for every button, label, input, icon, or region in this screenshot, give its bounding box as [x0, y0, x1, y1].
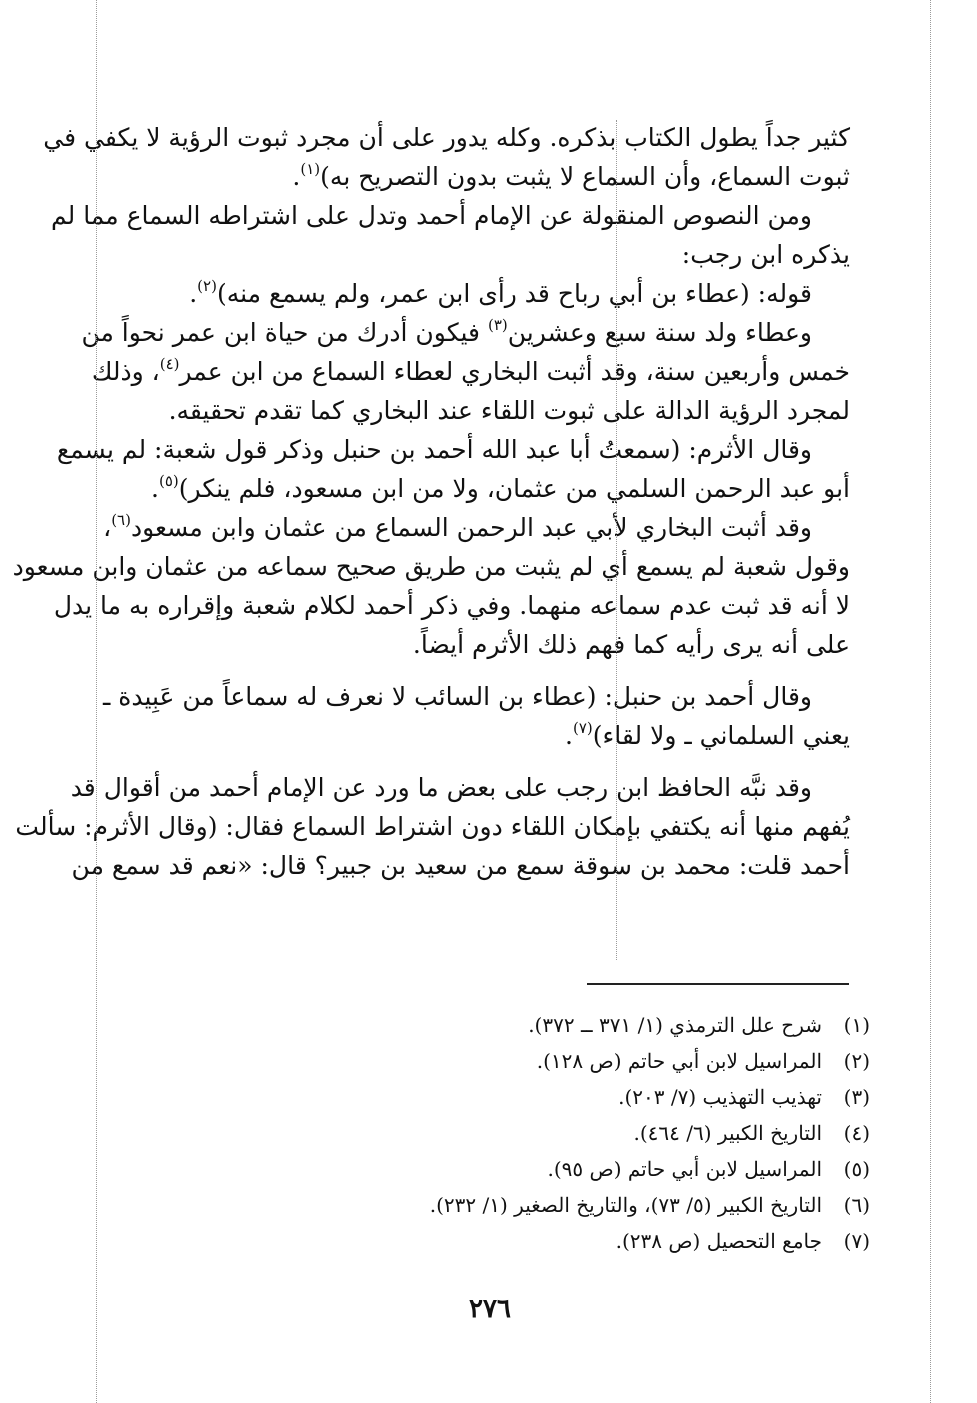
body-line-text: أبو عبد الرحمن السلمي من عثمان، ولا من ابن مسعود، فلم ينكر) [178, 474, 850, 503]
scan-artifact-right [930, 0, 931, 1403]
footnote-separator [587, 983, 849, 985]
body-line [56, 430, 850, 469]
body-line [104, 274, 850, 313]
body-line [12, 547, 850, 586]
body-line-text: أحمد قلت: محمد بن سوقة سمع من سعيد بن جبير؟ قال: «نعم قد سمع من [71, 851, 850, 880]
body-line-text: وقد أثبت البخاري لأبي عبد الرحمن السماع من عثمان وابن مسعود [130, 513, 812, 542]
body-line-text: وقال الأثرم: (سمعتُ أبا عبد الله أحمد بن حنبل وذكر قول شعبة: لم يسمع [56, 435, 812, 464]
footnote-item [300, 1079, 870, 1115]
body-line [70, 768, 850, 807]
body-line [51, 196, 850, 235]
body-line [71, 846, 850, 885]
body-line-tail: . [292, 162, 301, 191]
footnote-ref: (٦) [111, 511, 131, 529]
footnote-item [300, 1115, 870, 1151]
body-line [104, 391, 850, 430]
footnote-text: شرح علل الترمذي (١/ ٣٧١ ــ ٣٧٢). [528, 1013, 822, 1037]
footnote-number: (١) [843, 1013, 870, 1037]
body-line-text: كثير جداً يطول الكتاب بذكره. وكله يدور على أن مجرد ثبوت الرؤية لا يكفي في [43, 123, 850, 152]
scan-artifact-left [96, 0, 97, 1403]
body-line-text: وعطاء ولد سنة سبع وعشرين [507, 318, 812, 347]
body-line-tail: . [189, 279, 198, 308]
footnote-ref: (٧) [572, 719, 593, 737]
body-line [104, 716, 850, 755]
body-line [104, 157, 850, 196]
footnote-ref: (٥) [159, 472, 179, 490]
footnote-text: تهذيب التهذيب (٧/ ٢٠٣). [618, 1085, 822, 1109]
footnote-ref: (٢) [197, 277, 217, 295]
footnote-number: (٥) [843, 1157, 870, 1181]
footnote-text: جامع التحصيل (ص ٢٣٨). [615, 1229, 822, 1253]
body-line-text: قوله: (عطاء بن أبي رباح قد رأى ابن عمر، ولم يسمع منه) [216, 279, 812, 308]
body-line-text: خمس وأربعين سنة، وقد أثبت البخاري لعطاء السماع من ابن عمر [179, 357, 850, 386]
body-line [104, 677, 850, 716]
page-number: ٢٧٦ [469, 1294, 511, 1324]
footnote-number: (٦) [843, 1193, 870, 1217]
footnote-item [300, 1223, 870, 1259]
body-line [81, 313, 850, 352]
body-text [12, 118, 850, 885]
footnote-number: (٣) [843, 1085, 870, 1109]
footnote-item [300, 1151, 870, 1187]
body-line [104, 625, 850, 664]
body-line-tail: . [151, 474, 159, 503]
footnote-text: المراسيل لابن أبي حاتم (ص ١٢٨). [536, 1049, 822, 1073]
body-line [53, 586, 850, 625]
footnote-ref: (١) [300, 160, 321, 178]
paragraph-gap [104, 664, 850, 677]
body-line [104, 235, 850, 274]
footnote-number: (٢) [843, 1049, 870, 1073]
footnote-number: (٤) [843, 1121, 870, 1145]
body-line [91, 352, 850, 391]
body-line-tail: ، وذلك [91, 357, 160, 386]
body-line-text: ومن النصوص المنقولة عن الإمام أحمد وتدل على اشتراطه السماع مما لم [51, 201, 812, 230]
body-line-text: لمجرد الرؤية الدالة على ثبوت اللقاء عند البخاري كما تقدم تحقيقه. [168, 396, 850, 425]
body-line-text: لا أنه قد ثبت عدم سماعه منهما. وفي ذكر أحمد لكلام شعبة وإقراره به ما يدل [53, 591, 850, 620]
body-line-tail: فيكون أدرك من حياة ابن عمر نحواً من [81, 318, 488, 347]
footnote-ref: (٤) [159, 355, 180, 373]
body-line [15, 807, 850, 846]
paragraph-gap [104, 755, 850, 768]
body-line-text: يُفهم منها أنه يكتفي بإمكان اللقاء دون اشتراط السماع فقال: (وقال الأثرم: سألت [15, 812, 850, 841]
body-line-text: وقد نبَّه الحافظ ابن رجب على بعض ما ورد عن الإمام أحمد من أقوال قد [70, 773, 812, 802]
body-line-text: ثبوت السماع، وأن السماع لا يثبت بدون التصريح به) [320, 162, 850, 191]
footnote-number: (٧) [843, 1229, 870, 1253]
body-line-text: وقول شعبة لم يسمع أي لم يثبت من طريق صحيح سماعه من عثمان وابن مسعود [12, 552, 850, 581]
footnote-text: المراسيل لابن أبي حاتم (ص ٩٥). [547, 1157, 822, 1181]
body-line-text: يذكره ابن رجب: [681, 240, 850, 269]
body-line-text: يعني السلماني ـ ولا لقاء) [592, 721, 850, 750]
body-line-tail: ، [103, 513, 112, 542]
body-line-text: على أنه يرى رأيه كما فهم ذلك الأثرم أيضاً. [412, 630, 850, 659]
body-line [104, 508, 850, 547]
footnote-item [300, 1187, 870, 1223]
scan-artifact-center [616, 120, 617, 960]
body-line [43, 118, 850, 157]
footnote-text: التاريخ الكبير (٦/ ٤٦٤). [633, 1121, 822, 1145]
footnote-text: التاريخ الكبير (٥/ ٧٣)، والتاريخ الصغير (١/ ٢٣٢). [429, 1193, 822, 1217]
footnote-item [300, 1043, 870, 1079]
footnote-item [300, 1007, 870, 1043]
body-line [104, 469, 850, 508]
footnote-ref: (٣) [487, 316, 508, 334]
footnotes [300, 1007, 870, 1259]
body-line-tail: . [565, 721, 573, 750]
body-line-text: وقال أحمد بن حنبل: (عطاء بن السائب لا نعرف له سماعاً من عَبِيدة ـ [102, 682, 812, 711]
